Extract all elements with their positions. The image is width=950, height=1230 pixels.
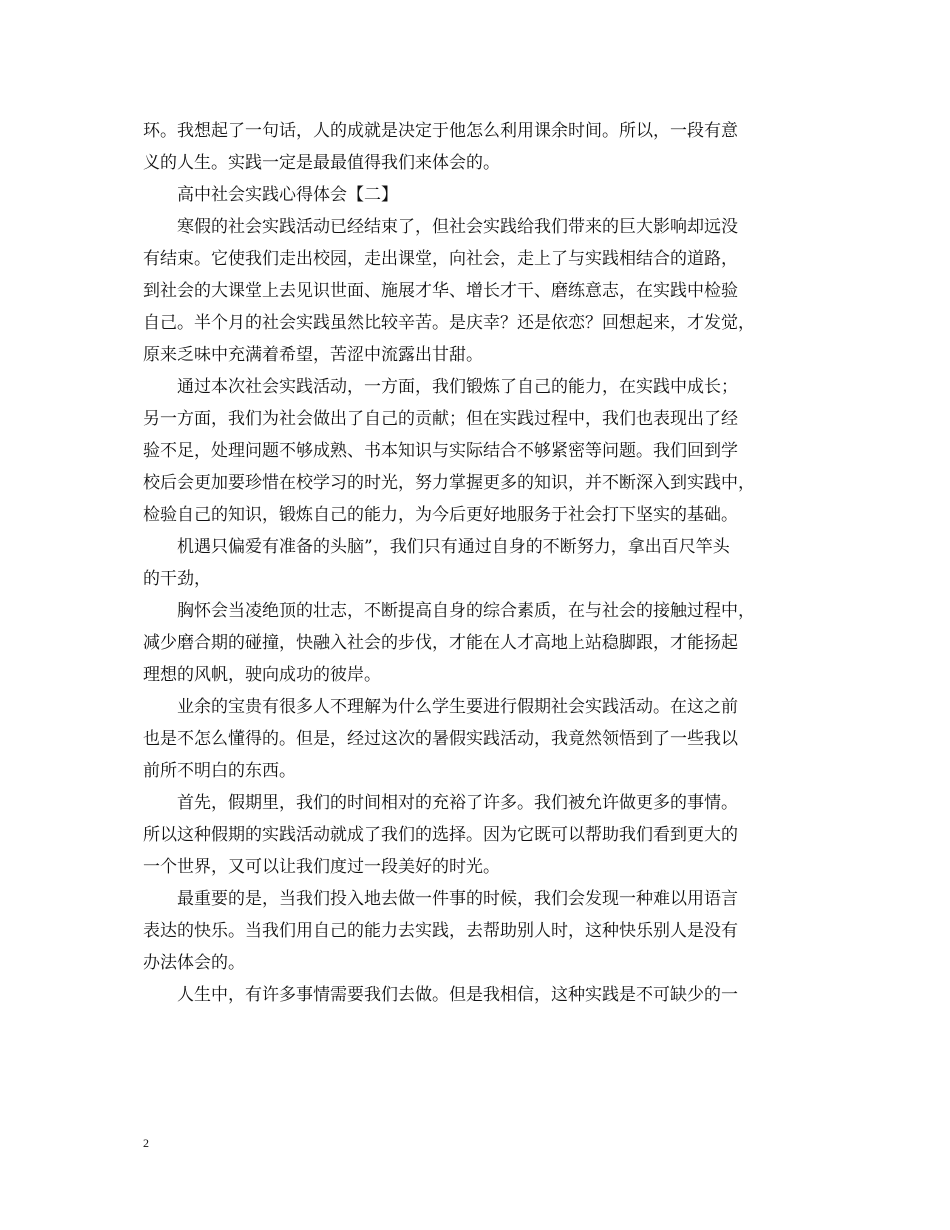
text-line: 校后会更加要珍惜在校学习的时光，努力掌握更多的知识，并不断深入到实践中， [143, 473, 755, 493]
text-line: 有结束。它使我们走出校园，走出课堂，向社会，走上了与实践相结合的道路， [143, 249, 738, 269]
text-line: 自己。半个月的社会实践虽然比较辛苦。是庆幸？还是依恋？回想起来，才发觉， [143, 313, 755, 333]
text-line: 胸怀会当凌绝顶的壮志，不断提高自身的综合素质，在与社会的接触过程中， [177, 601, 755, 621]
text-line: 另一方面，我们为社会做出了自己的贡献；但在实践过程中，我们也表现出了经 [143, 409, 738, 429]
text-line: 办法体会的。 [143, 953, 245, 973]
text-line: 检验自己的知识，锻炼自己的能力，为今后更好地服务于社会打下坚实的基础。 [143, 505, 738, 525]
text-line: 的干劲， [143, 569, 211, 589]
text-line: 验不足，处理问题不够成熟、书本知识与实际结合不够紧密等问题。我们回到学 [143, 441, 738, 461]
text-line: 也是不怎么懂得的。但是，经过这次的暑假实践活动，我竟然领悟到了一些我以 [143, 729, 738, 749]
text-line: 理想的风帆，驶向成功的彼岸。 [143, 665, 381, 685]
text-line: 义的人生。实践一定是最最值得我们来体会的。 [143, 153, 500, 173]
text-line: 环。我想起了一句话，人的成就是决定于他怎么利用课余时间。所以，一段有意 [143, 121, 738, 141]
text-line: 首先，假期里，我们的时间相对的充裕了许多。我们被允许做更多的事情。 [177, 793, 738, 813]
section-heading: 高中社会实践心得体会【二】 [177, 185, 398, 205]
text-line: 机遇只偏爱有准备的头脑”，我们只有通过自身的不断努力，拿出百尺竿头 [177, 537, 730, 557]
text-line: 通过本次社会实践活动，一方面，我们锻炼了自己的能力，在实践中成长； [177, 377, 738, 397]
text-line: 前所不明白的东西。 [143, 761, 296, 781]
text-line: 一个世界，又可以让我们度过一段美好的时光。 [143, 857, 500, 877]
text-line: 寒假的社会实践活动已经结束了，但社会实践给我们带来的巨大影响却远没 [177, 217, 738, 237]
text-line: 到社会的大课堂上去见识世面、施展才华、增长才干、磨练意志，在实践中检验 [143, 281, 738, 301]
text-line: 原来乏味中充满着希望，苦涩中流露出甘甜。 [143, 345, 483, 365]
text-line: 最重要的是，当我们投入地去做一件事的时候，我们会发现一种难以用语言 [177, 889, 738, 909]
text-line: 人生中，有许多事情需要我们去做。但是我相信，这种实践是不可缺少的一 [177, 985, 738, 1005]
page-number: 2 [143, 1136, 149, 1150]
text-line: 减少磨合期的碰撞，快融入社会的步伐，才能在人才高地上站稳脚跟，才能扬起 [143, 633, 738, 653]
text-line: 表达的快乐。当我们用自己的能力去实践，去帮助别人时，这种快乐别人是没有 [143, 921, 738, 941]
text-line: 业余的宝贵有很多人不理解为什么学生要进行假期社会实践活动。在这之前 [177, 697, 738, 717]
document-body [143, 115, 823, 1011]
text-line: 所以这种假期的实践活动就成了我们的选择。因为它既可以帮助我们看到更大的 [143, 825, 738, 845]
